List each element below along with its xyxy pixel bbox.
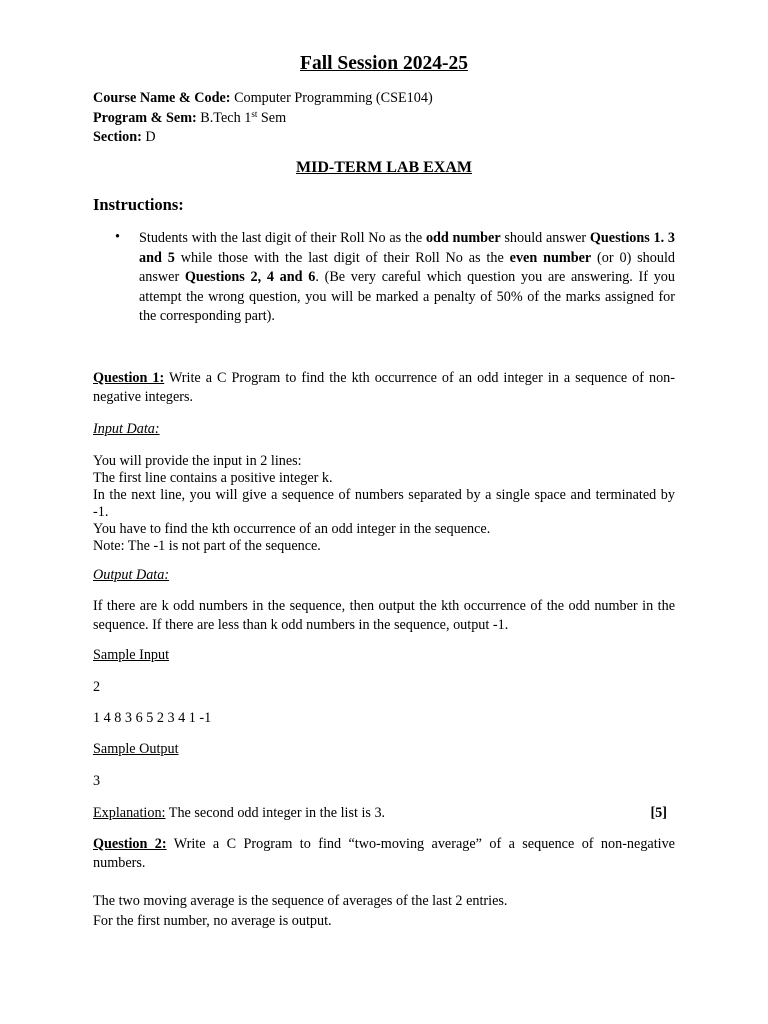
section-label: Section: (93, 129, 142, 145)
section-value: D (145, 129, 156, 145)
question1-output-heading (93, 567, 169, 584)
question1-input-heading (93, 421, 160, 438)
course-label: Course Name & Code: (93, 90, 231, 106)
bullet-bold-questions-odd: Questions 1. 3 and 5 (139, 230, 675, 266)
sample-output-value: 3 (93, 773, 101, 789)
course-line (93, 89, 433, 109)
input-line: The first line contains a positive integer k. (93, 470, 333, 486)
bullet-text-part: should answer (500, 230, 590, 246)
question1-output-description: If there are k odd numbers in the sequence, then output the kth occurrence of the odd number in the sequence. If there are less than k odd numbers in the sequence, output -1. (93, 598, 675, 633)
question2-label: Question 2: (93, 836, 167, 852)
sample-input-heading-text: Sample Input (93, 647, 170, 663)
bullet-text-part: (or 0) should answer (139, 249, 675, 286)
program-line (93, 109, 433, 129)
course-value: Computer Programming (CSE104) (234, 90, 433, 106)
sample-input-line-2: 1 4 8 3 6 5 2 3 4 1 -1 (93, 710, 212, 726)
program-value-suffix: Sem (257, 109, 287, 126)
explanation-label: Explanation: (93, 805, 166, 821)
question1-marks: [5] (650, 805, 667, 821)
program-label: Program & Sem: (93, 109, 197, 126)
question2-line-2: For the first number, no average is output. (93, 913, 332, 929)
question2-statement (93, 835, 675, 873)
sample-output-heading-text: Sample Output (93, 741, 179, 757)
bullet-bold-questions-even: Questions 2, 4 and 6 (184, 269, 316, 286)
program-value-superscript: st (251, 108, 258, 119)
input-line: Note: The -1 is not part of the sequence. (93, 538, 321, 554)
program-value: B.Tech 1 (200, 109, 252, 126)
bullet-bold-even: even number (509, 249, 592, 266)
question1-statement (93, 369, 675, 407)
question1-label: Question 1: (93, 370, 165, 386)
sample-input-heading (93, 647, 169, 664)
output-heading-text: Output Data: (93, 567, 170, 583)
exam-title: MID-TERM LAB EXAM (296, 159, 472, 176)
bullet-dot-icon: • (115, 229, 120, 245)
question2-line-1: The two moving average is the sequence of averages of the last 2 entries. (93, 893, 508, 909)
question2-text: Write a C Program to find “two-moving average” of a sequence of non-negative numbers. (93, 836, 675, 871)
sample-input-line-1: 2 (93, 679, 101, 695)
question1-explanation (93, 805, 675, 822)
course-meta (93, 89, 433, 148)
sample-output-heading (93, 741, 179, 758)
question1-input-description (93, 453, 675, 555)
bullet-bold-odd: odd number (425, 230, 501, 246)
section-line (93, 128, 433, 148)
input-line: In the next line, you will give a sequence of numbers separated by a single space and terminated by -1. (93, 487, 675, 520)
bullet-text-part: Students with the last digit of their Roll No as the (139, 230, 426, 246)
instructions-bullet (93, 229, 675, 327)
input-line: You will provide the input in 2 lines: (93, 453, 302, 469)
session-title: Fall Session 2024-25 (300, 53, 468, 74)
instructions-heading: Instructions: (93, 195, 184, 214)
bullet-text-part: while those with the last digit of their Roll No as the (174, 249, 510, 266)
input-line: You have to find the kth occurrence of an odd integer in the sequence. (93, 521, 491, 537)
explanation-text: The second odd integer in the list is 3. (165, 805, 386, 821)
input-heading-text: Input Data: (93, 421, 160, 437)
instructions-bullet-text (139, 229, 675, 327)
question1-text: Write a C Program to find the kth occurrence of an odd integer in a sequence of non-negative integers. (93, 370, 675, 405)
bullet-text-part: . (Be very careful which question you are answering. If you attempt the wrong question, you will be marked a penalty of 50% of the marks assigned for the corresponding part). (139, 269, 675, 325)
